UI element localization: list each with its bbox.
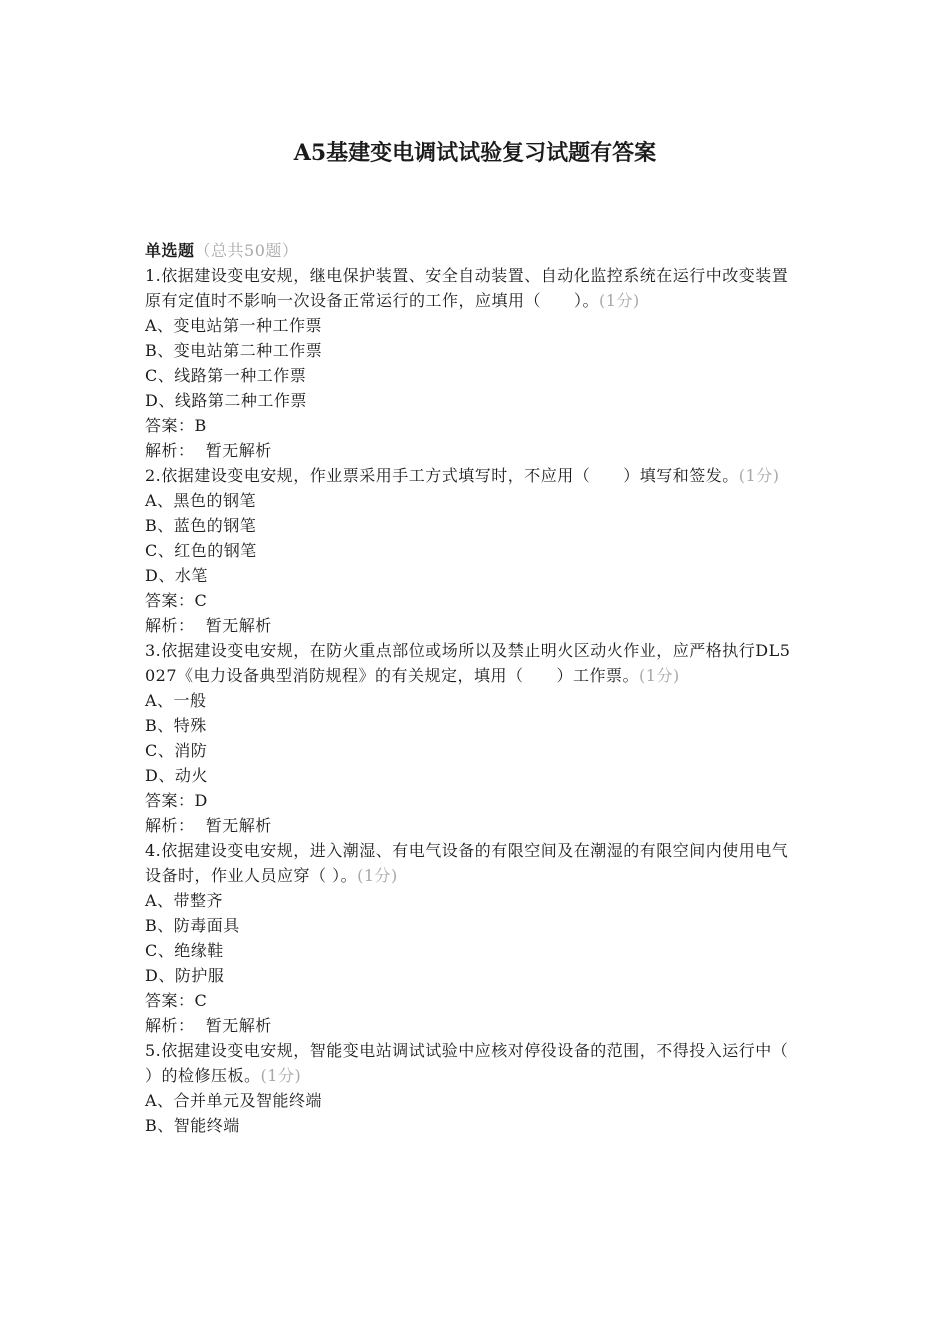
answer-line xyxy=(145,413,800,438)
question-3 xyxy=(145,638,800,838)
option-b: B、智能终端 xyxy=(145,1116,240,1135)
section-count: （总共50题） xyxy=(194,241,299,260)
analysis-text: 暂无解析 xyxy=(205,616,272,635)
option-d: D、线路第二种工作票 xyxy=(145,391,307,410)
option-b: B、防毒面具 xyxy=(145,916,240,935)
question-list xyxy=(145,238,822,1138)
question-stem: 5.依据建设变电安规，智能变电站调试试验中应核对停役设备的范围，不得投入运行中（ ）的检修压板。(1分) xyxy=(145,1041,822,1085)
section-heading xyxy=(145,238,800,263)
answer-line xyxy=(145,788,800,813)
option-d: D、动火 xyxy=(145,766,208,785)
question-score: (1分) xyxy=(260,1066,302,1085)
analysis-label: 解析： xyxy=(145,816,195,835)
section-name: 单选题 xyxy=(145,241,195,260)
analysis-line xyxy=(145,613,800,638)
document-title: A5基建变电调试试验复习试题有答案 xyxy=(293,140,657,166)
option-b: B、变电站第二种工作票 xyxy=(145,341,323,360)
analysis-text: 暂无解析 xyxy=(205,441,272,460)
analysis-label: 解析： xyxy=(145,441,195,460)
option-a: A、黑色的钢笔 xyxy=(145,491,257,510)
analysis-line xyxy=(145,1013,800,1038)
question-score: (1分) xyxy=(357,866,398,885)
question-4 xyxy=(145,838,800,1038)
option-a: A、带整齐 xyxy=(145,891,224,910)
answer-value: C xyxy=(194,591,208,610)
answer-line xyxy=(145,588,800,613)
answer-label: 答案： xyxy=(145,791,195,810)
option-c: C、消防 xyxy=(145,741,208,760)
question-score: (1分) xyxy=(599,291,640,310)
analysis-text: 暂无解析 xyxy=(205,816,272,835)
question-stem: 2.依据建设变电安规，作业票采用手工方式填写时，不应用（ ）填写和签发。(1分) xyxy=(145,466,780,485)
option-b: B、蓝色的钢笔 xyxy=(145,516,257,535)
option-a: A、一般 xyxy=(145,691,207,710)
question-5 xyxy=(145,1038,822,1138)
option-c: C、绝缘鞋 xyxy=(145,941,224,960)
option-d: D、水笔 xyxy=(145,566,208,585)
answer-value: C xyxy=(194,991,208,1010)
question-1 xyxy=(145,263,800,463)
answer-label: 答案： xyxy=(145,991,195,1010)
analysis-label: 解析： xyxy=(145,1016,195,1035)
answer-label: 答案： xyxy=(145,591,195,610)
question-2 xyxy=(145,463,800,638)
question-stem: 1.依据建设变电安规，继电保护装置、安全自动装置、自动化监控系统在运行中改变装置原有定值时不影响一次设备正常运行的工作，应填用（ ）。(1分) xyxy=(145,266,789,310)
option-d: D、防护服 xyxy=(145,966,225,985)
analysis-label: 解析： xyxy=(145,616,195,635)
option-a: A、变电站第一种工作票 xyxy=(145,316,323,335)
option-c: C、红色的钢笔 xyxy=(145,541,257,560)
answer-value: B xyxy=(194,416,207,435)
question-score: (1分) xyxy=(738,466,780,485)
answer-value: D xyxy=(194,791,208,810)
analysis-line xyxy=(145,438,800,463)
answer-label: 答案： xyxy=(145,416,195,435)
option-a: A、合并单元及智能终端 xyxy=(145,1091,323,1110)
option-b: B、特殊 xyxy=(145,716,207,735)
option-c: C、线路第一种工作票 xyxy=(145,366,307,385)
question-stem: 4.依据建设变电安规，进入潮湿、有电气设备的有限空间及在潮湿的有限空间内使用电气设备时，作业人员应穿（ ）。(1分) xyxy=(145,841,789,885)
question-stem: 3.依据建设变电安规，在防火重点部位或场所以及禁止明火区动火作业，应严格执行DL5027《电力设备典型消防规程》的有关规定，填用（ ）工作票。(1分) xyxy=(145,641,791,685)
question-score: (1分) xyxy=(639,666,680,685)
analysis-text: 暂无解析 xyxy=(205,1016,272,1035)
answer-line xyxy=(145,988,800,1013)
analysis-line xyxy=(145,813,800,838)
